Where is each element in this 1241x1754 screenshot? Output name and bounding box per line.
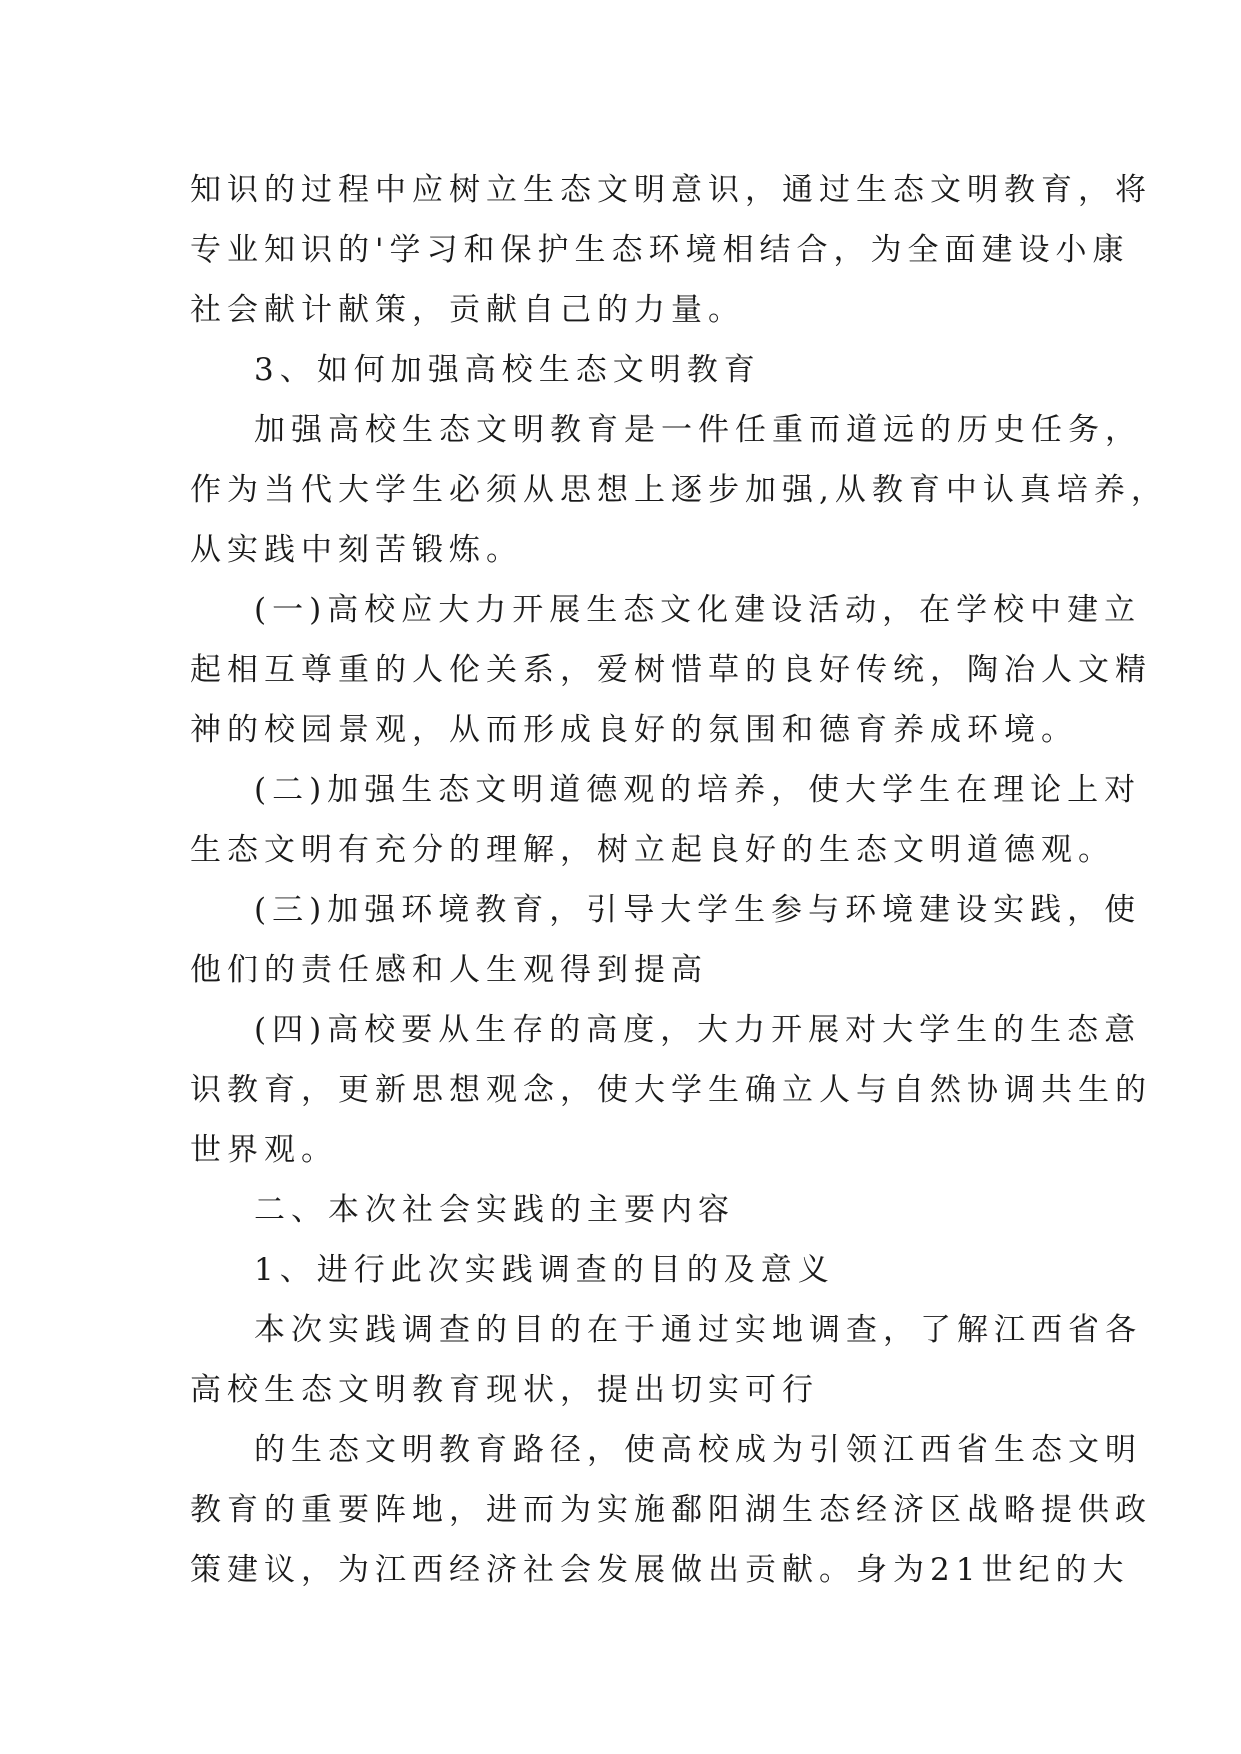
text-line-22: 的生态文明教育路径，使高校成为引领江西省生态文明: [254, 1432, 1142, 1468]
text-line-7: 从实践中刻苦锻炼。: [190, 532, 523, 568]
section-heading-3: 3、如何加强高校生态文明教育: [254, 352, 761, 388]
text-line-11: (二)加强生态文明道德观的培养，使大学生在理论上对: [254, 772, 1142, 808]
document-body: [190, 160, 1168, 1600]
text-line-24: 策建议，为江西经济社会发展做出贡献。身为21世纪的大: [190, 1552, 1130, 1588]
text-line-5: 加强高校生态文明教育是一件任重而道远的历史任务，: [254, 412, 1142, 448]
text-line-8: (一)高校应大力开展生态文化建设活动，在学校中建立: [254, 592, 1142, 628]
text-line-3: 社会献计献策，贡献自己的力量。: [190, 292, 745, 328]
text-line-17: 世界观。: [190, 1132, 338, 1168]
text-line-23: 教育的重要阵地，进而为实施鄱阳湖生态经济区战略提供政: [190, 1492, 1152, 1528]
text-line-6: 作为当代大学生必须从思想上逐步加强,从教育中认真培养，: [190, 472, 1168, 508]
section-heading-2: 二、本次社会实践的主要内容: [254, 1192, 735, 1228]
text-line-12: 生态文明有充分的理解，树立起良好的生态文明道德观。: [190, 832, 1115, 868]
text-line-20: 本次实践调查的目的在于通过实地调查，了解江西省各: [254, 1312, 1142, 1348]
text-line-10: 神的校园景观，从而形成良好的氛围和德育养成环境。: [190, 712, 1078, 748]
subsection-heading-1: 1、进行此次实践调查的目的及意义: [254, 1252, 835, 1288]
text-line-16: 识教育，更新思想观念，使大学生确立人与自然协调共生的: [190, 1072, 1152, 1108]
text-line-15: (四)高校要从生存的高度，大力开展对大学生的生态意: [254, 1012, 1142, 1048]
text-line-21: 高校生态文明教育现状，提出切实可行: [190, 1372, 819, 1408]
text-line-13: (三)加强环境教育，引导大学生参与环境建设实践，使: [254, 892, 1142, 928]
text-line-2: 专业知识的'学习和保护生态环境相结合，为全面建设小康: [190, 232, 1130, 268]
text-line-9: 起相互尊重的人伦关系，爱树惜草的良好传统，陶冶人文精: [190, 652, 1152, 688]
text-line-14: 他们的责任感和人生观得到提高: [190, 952, 708, 988]
text-line-1: 知识的过程中应树立生态文明意识，通过生态文明教育，将: [190, 172, 1152, 208]
